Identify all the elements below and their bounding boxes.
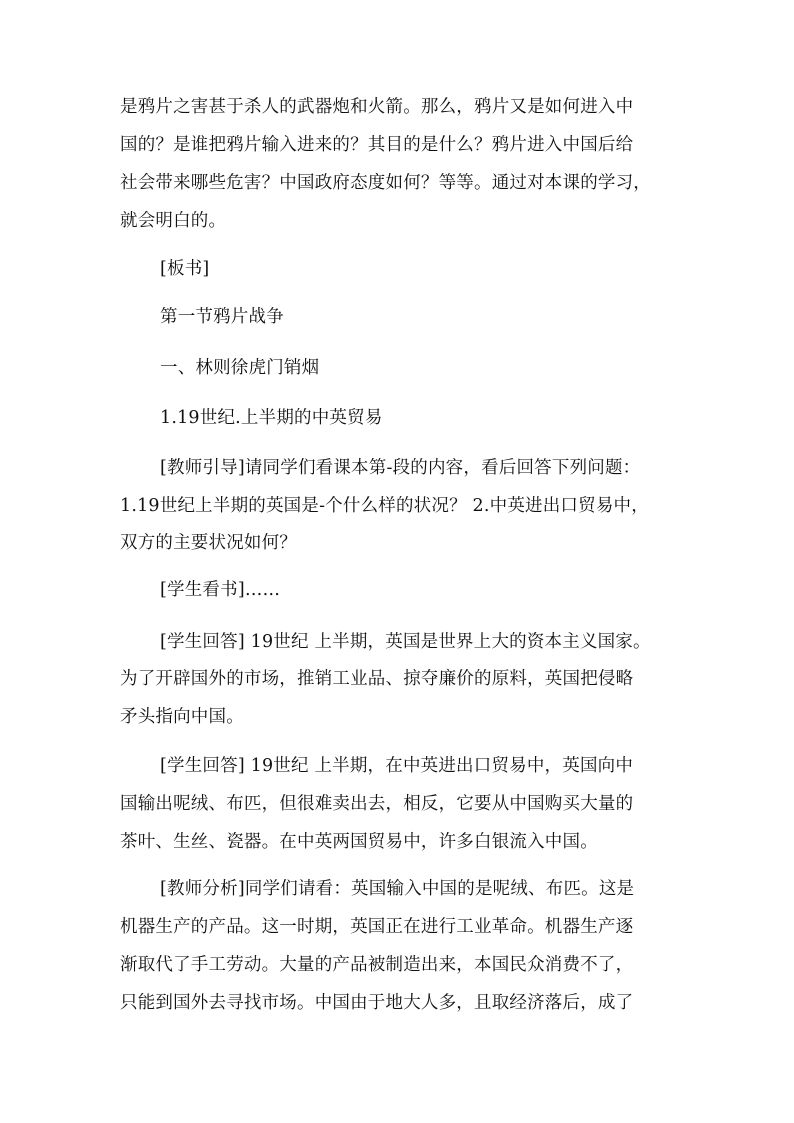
text-line: [教师引导]请同学们看课本第-段的内容，看后回答下列问题： [160,458,641,478]
text-line: 茶叶、生丝、瓷器。在中英两国贸易中，许多白银流入中国。 [120,832,598,852]
text-line: 矛头指向中国。 [120,707,244,727]
board-heading: [板书] [160,259,210,279]
text-line: 是鸦片之害甚于杀人的武器炮和火箭。那么，鸦片又是如何进入中 [120,97,634,117]
text-line: 国的？是谁把鸦片输入进来的？其目的是什么？鸦片进入中国后给 [120,135,634,155]
text-line: 只能到国外去寻找市场。中国由于地大人多，且取经济落后，成了 [120,993,634,1013]
text-line: 渐取代了手工劳动。大量的产品被制造出来，本国民众消费不了， [120,955,634,975]
text-line: 机器生产的产品。这一时期，英国正在进行工业革命。机器生产逐 [120,917,634,937]
text-line: 双方的主要状况如何？ [120,533,297,553]
item-title: 1.19世纪.上半期的中英贸易 [160,408,383,428]
text-line: 为了开辟国外的市场，推销工业品、掠夺廉价的原料，英国把侵略 [120,669,634,689]
subsection-title: 一、林则徐虎门销烟 [160,358,320,378]
text-line: 社会带来哪些危害？中国政府态度如何？等等。通过对本课的学习， [120,173,651,193]
text-line: 1.19世纪上半期的英国是-个什么样的状况？ 2.中英进出口贸易中， [120,496,649,516]
text-line: 国输出呢绒、布匹，但很难卖出去，相反，它要从中国购买大量的 [120,794,634,814]
text-line: [教师分析]同学们请看：英国输入中国的是呢绒、布匹。这是 [160,879,635,899]
text-line: [学生看书]…… [160,580,281,600]
text-line: [学生回答] 19世纪 上半期，在中英进出口贸易中，英国向中 [160,756,634,776]
section-title: 第一节鸦片战争 [160,307,284,327]
text-line: [学生回答] 19世纪 上半期，英国是世界上大的资本主义国家。 [160,632,651,652]
text-line: 就会明白的。 [120,211,227,231]
